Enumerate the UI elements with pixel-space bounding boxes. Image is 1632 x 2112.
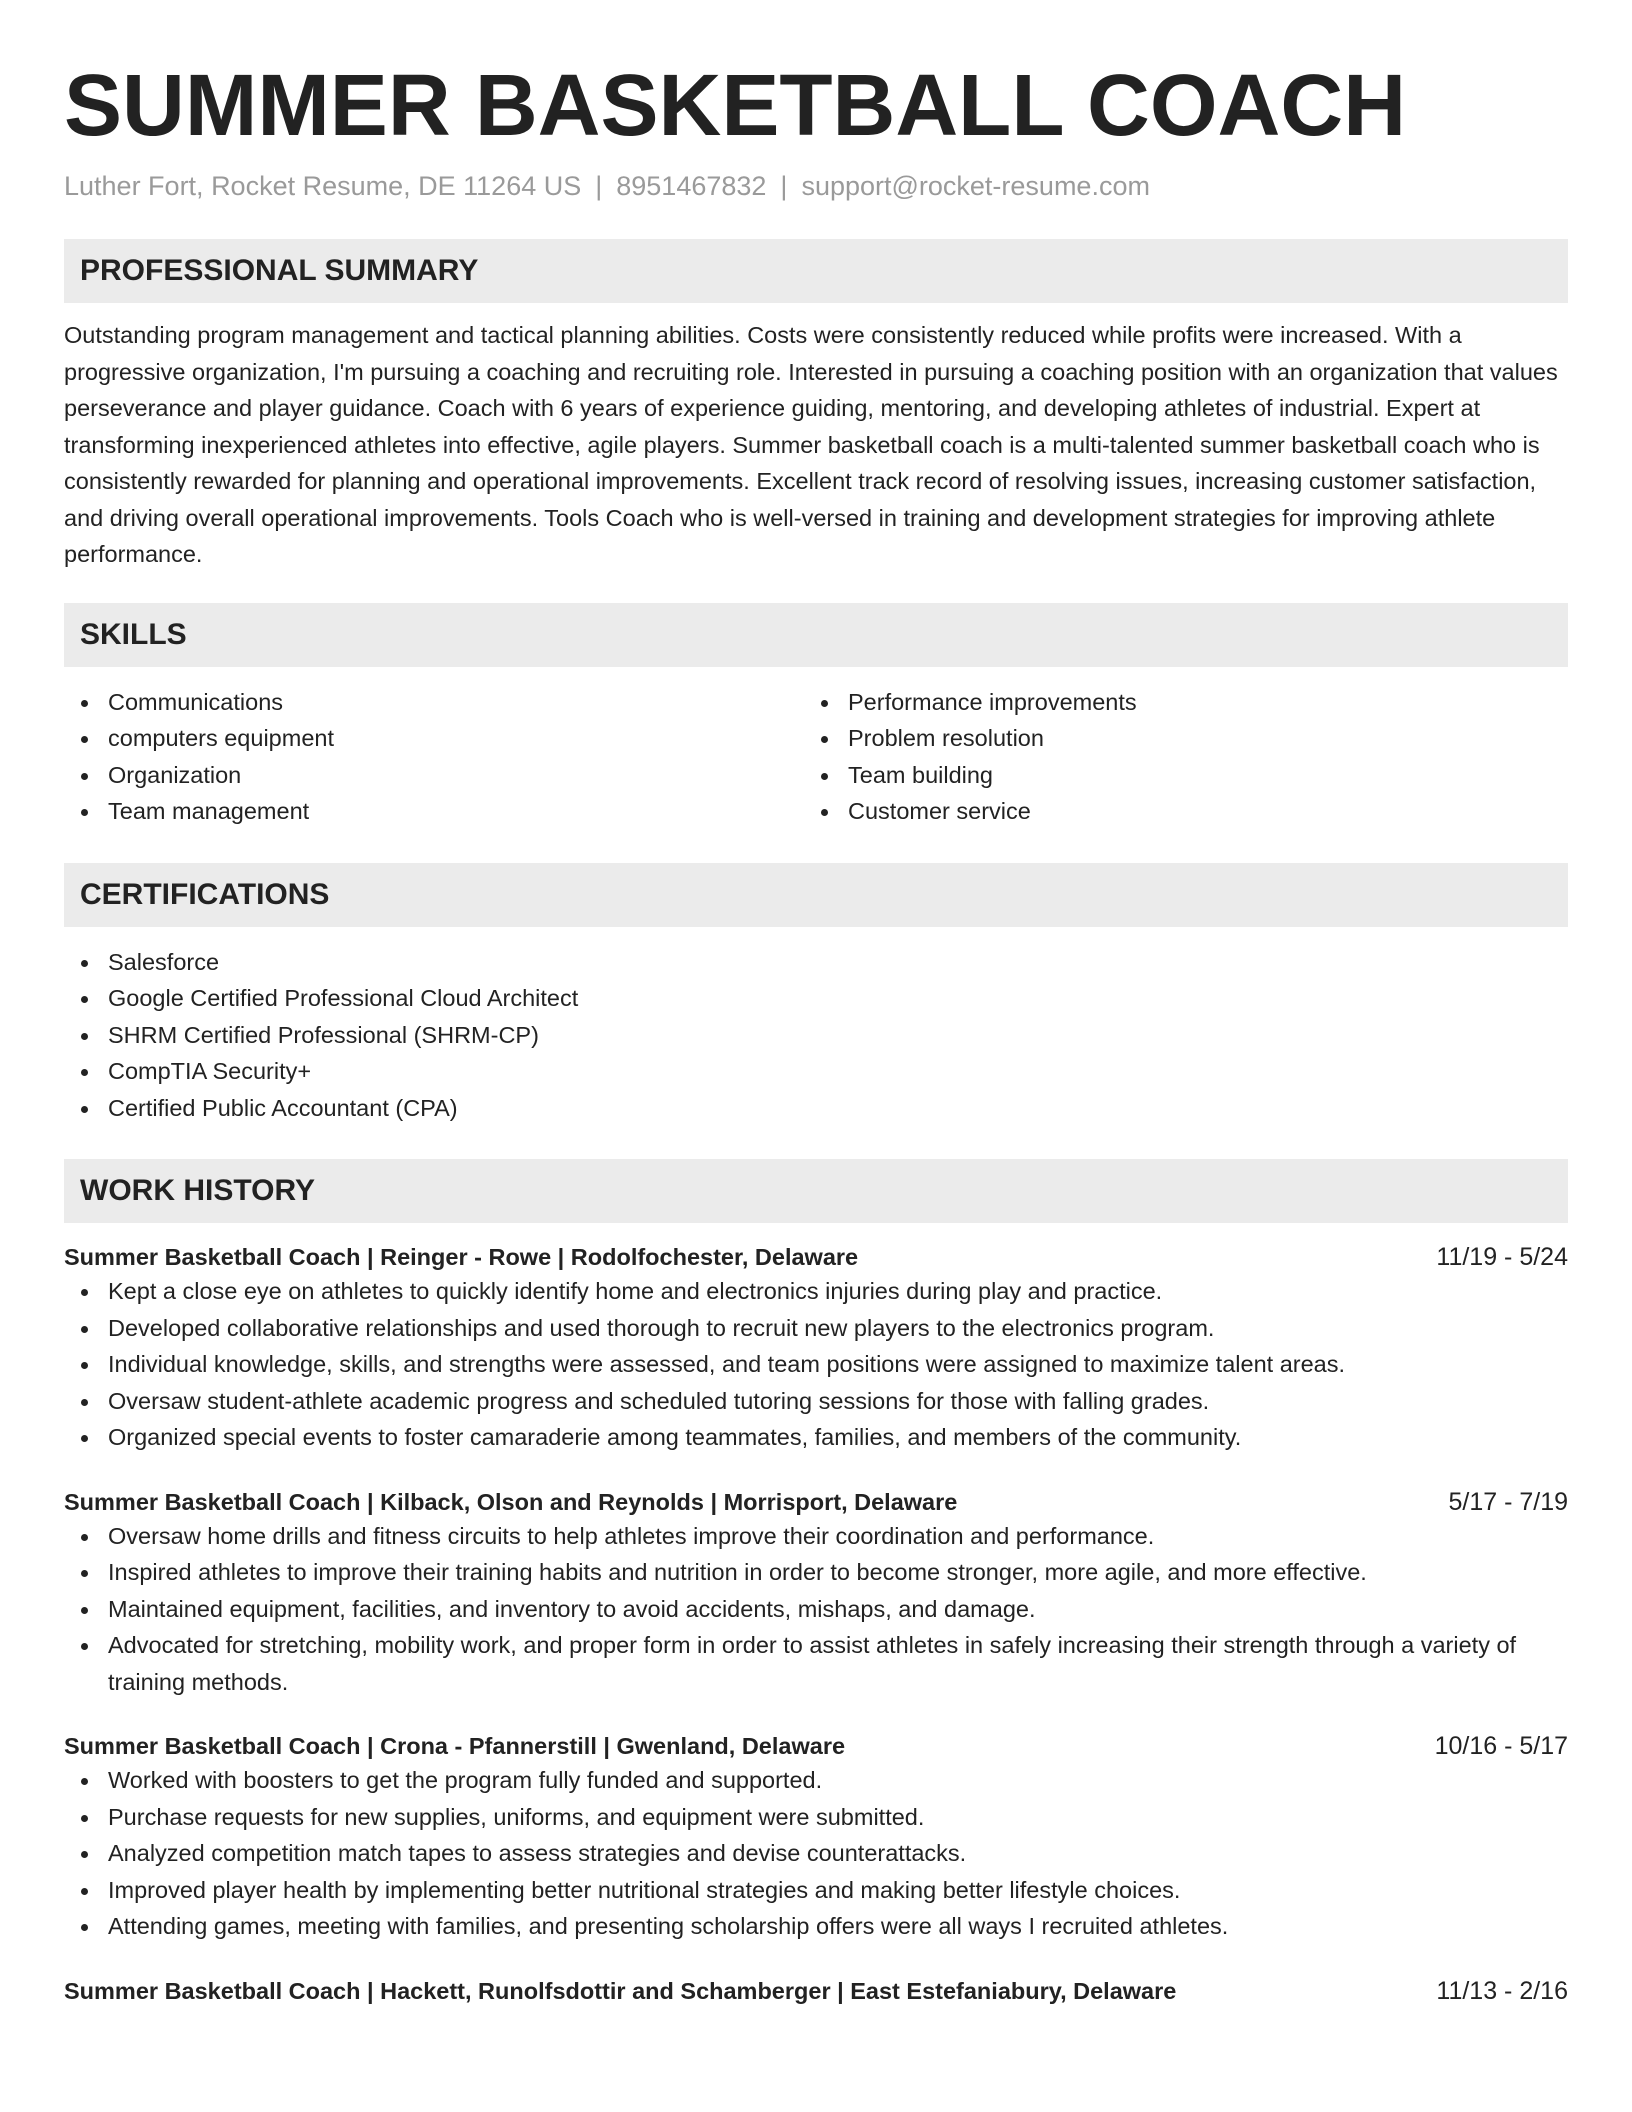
job-dates: 10/16 - 5/17 bbox=[1434, 1732, 1568, 1760]
skill-item: Performance improvements bbox=[848, 684, 1544, 721]
job-dates: 11/19 - 5/24 bbox=[1436, 1243, 1568, 1271]
job-dates: 5/17 - 7/19 bbox=[1448, 1487, 1568, 1516]
job-dates: 11/13 - 2/16 bbox=[1436, 1976, 1568, 2005]
job-entry bbox=[64, 1730, 1568, 1945]
skill-item: computers equipment bbox=[108, 720, 804, 757]
skills-column-right bbox=[804, 684, 1544, 830]
job-title: Summer Basketball Coach | Reinger - Rowe | Rodolfochester, Delaware bbox=[64, 1244, 859, 1270]
skills-column-left bbox=[64, 684, 804, 830]
contact-separator: | bbox=[780, 171, 788, 201]
job-bullet: Maintained equipment, facilities, and inventory to avoid accidents, mishaps, and damage. bbox=[108, 1591, 1568, 1628]
job-title: Summer Basketball Coach | Kilback, Olson and Reynolds | Morrisport, Delaware bbox=[64, 1488, 958, 1515]
resume-title: SUMMER BASKETBALL COACH bbox=[64, 57, 1407, 154]
job-bullet: Organized special events to foster camaraderie among teammates, families, and members of the community. bbox=[108, 1419, 1568, 1456]
certification-item: Salesforce bbox=[108, 944, 1568, 981]
job-bullet: Oversaw student-athlete academic progress and scheduled tutoring sessions for those with falling grades. bbox=[108, 1383, 1568, 1420]
skill-item: Problem resolution bbox=[848, 720, 1544, 757]
skill-item: Communications bbox=[108, 684, 804, 721]
job-bullet: Kept a close eye on athletes to quickly identify home and electronics injuries during play and practice. bbox=[108, 1273, 1568, 1310]
job-bullet: Individual knowledge, skills, and strengths were assessed, and team positions were assigned to maximize talent areas. bbox=[108, 1346, 1568, 1383]
job-entry bbox=[64, 1486, 1568, 1701]
certifications-section bbox=[64, 863, 1568, 1127]
job-bullet: Worked with boosters to get the program fully funded and supported. bbox=[108, 1762, 1568, 1799]
skills-grid bbox=[64, 684, 1568, 830]
job-entry bbox=[64, 1975, 1568, 2007]
skills-list-left bbox=[64, 684, 804, 830]
certification-item: SHRM Certified Professional (SHRM-CP) bbox=[108, 1017, 1568, 1054]
certifications-heading: CERTIFICATIONS bbox=[64, 863, 1568, 927]
work-history-heading: WORK HISTORY bbox=[64, 1159, 1568, 1223]
job-bullet: Analyzed competition match tapes to assess strategies and devise counterattacks. bbox=[108, 1835, 1568, 1872]
job-bullet: Inspired athletes to improve their training habits and nutrition in order to become stronger, more agile, and more effective. bbox=[108, 1554, 1568, 1591]
certification-item: Certified Public Accountant (CPA) bbox=[108, 1090, 1568, 1127]
job-bullets bbox=[64, 1518, 1568, 1701]
skill-item: Team building bbox=[848, 757, 1544, 794]
job-bullet: Improved player health by implementing better nutritional strategies and making better lifestyle choices. bbox=[108, 1872, 1568, 1909]
certification-item: CompTIA Security+ bbox=[108, 1053, 1568, 1090]
job-bullet: Oversaw home drills and fitness circuits to help athletes improve their coordination and performance. bbox=[108, 1518, 1568, 1555]
contact-separator: | bbox=[595, 171, 603, 201]
summary-text: Outstanding program management and tactical planning abilities. Costs were consistently reduced while profits were increased. With a progressive organization, I'm pursuing a coaching and recruiting role. Interested in pursuing a coaching position with an organization that values perseverance and player guidance. Coach with 6 years of experience guiding, mentoring, and developing athletes of industrial. Expert at transforming inexperienced athletes into effective, agile players. Summer basketball coach is a multi-talented summer basketball coach who is consistently rewarded for planning and operational improvements. Excellent track record of resolving issues, increasing customer satisfaction, and driving overall operational improvements. Tools Coach who is well-versed in training and development strategies for improving athlete performance. bbox=[64, 322, 1558, 567]
job-title: Summer Basketball Coach | Hackett, Runolfsdottir and Schamberger | East Estefaniabury, Delaware bbox=[64, 1977, 1177, 2004]
contact-email: support@rocket-resume.com bbox=[801, 171, 1150, 201]
job-bullets bbox=[64, 1273, 1568, 1456]
summary-heading: PROFESSIONAL SUMMARY bbox=[64, 239, 1568, 303]
contact-phone: 8951467832 bbox=[616, 171, 767, 201]
contact-address: Luther Fort, Rocket Resume, DE 11264 US bbox=[64, 171, 582, 201]
certifications-list bbox=[64, 944, 1568, 1127]
job-header bbox=[64, 1730, 1568, 1762]
work-history-section bbox=[64, 1159, 1568, 2007]
job-header bbox=[64, 1241, 1568, 1273]
summary-section bbox=[64, 239, 1568, 573]
job-bullet: Purchase requests for new supplies, uniforms, and equipment were submitted. bbox=[108, 1799, 1568, 1836]
job-header bbox=[64, 1975, 1568, 2007]
skill-item: Customer service bbox=[848, 793, 1544, 830]
skills-list-right bbox=[804, 684, 1544, 830]
certification-item: Google Certified Professional Cloud Architect bbox=[108, 980, 1568, 1017]
job-bullet: Advocated for stretching, mobility work, and proper form in order to assist athletes in safely increasing their strength through a variety of training methods. bbox=[108, 1627, 1568, 1700]
job-bullet: Developed collaborative relationships and used thorough to recruit new players to the electronics program. bbox=[108, 1310, 1568, 1347]
skill-item: Organization bbox=[108, 757, 804, 794]
job-bullets bbox=[64, 1762, 1568, 1945]
job-title: Summer Basketball Coach | Crona - Pfannerstill | Gwenland, Delaware bbox=[64, 1733, 846, 1759]
job-header bbox=[64, 1486, 1568, 1518]
skills-section bbox=[64, 603, 1568, 830]
skills-heading: SKILLS bbox=[64, 603, 1568, 667]
contact-line bbox=[64, 170, 1568, 202]
job-entry bbox=[64, 1241, 1568, 1456]
skill-item: Team management bbox=[108, 793, 804, 830]
job-bullet: Attending games, meeting with families, and presenting scholarship offers were all ways I recruited athletes. bbox=[108, 1908, 1568, 1945]
